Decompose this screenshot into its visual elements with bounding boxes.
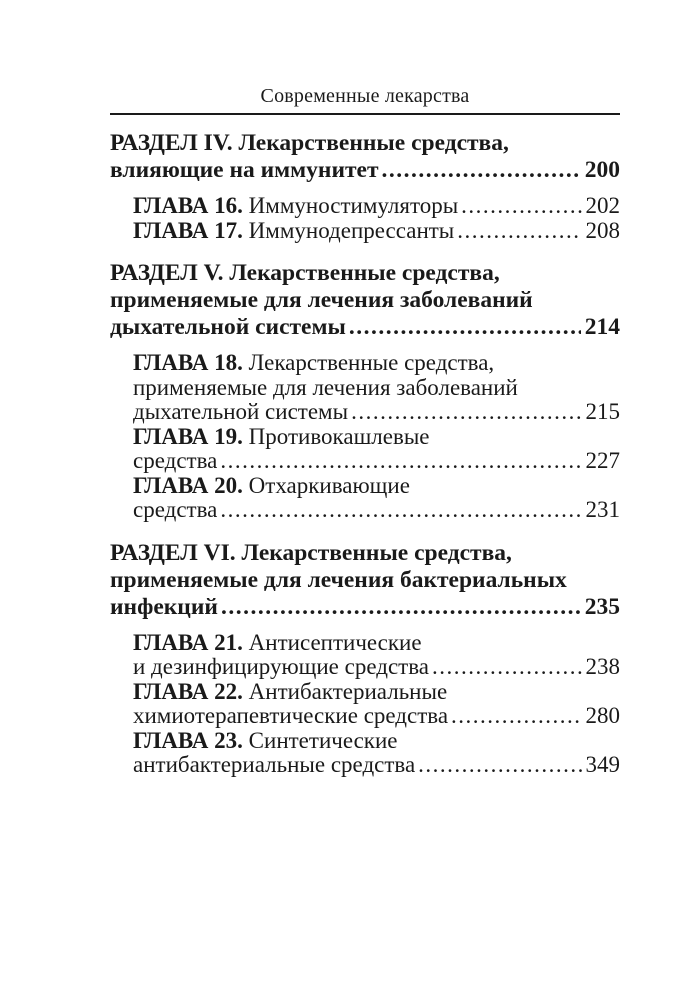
- chapter-last-line: [133, 655, 620, 680]
- chapter-number: ГЛАВА 16.: [133, 193, 243, 218]
- chapter-page-number: 231: [585, 497, 620, 522]
- section-page-number: 235: [584, 593, 620, 620]
- chapter-title: антибактериальные средства: [133, 752, 416, 777]
- dot-leader: [432, 655, 582, 680]
- chapter-number: ГЛАВА 18.: [133, 350, 243, 375]
- section-title-last-line: [110, 594, 620, 621]
- chapter-page-number: 208: [585, 217, 620, 243]
- section-spacer: [110, 523, 620, 540]
- dot-leader: [349, 314, 581, 341]
- dot-leader: [220, 449, 581, 474]
- chapter-text: [133, 350, 494, 375]
- section-title-line: влияющие на иммунитет: [110, 157, 379, 183]
- chapter-line: [133, 376, 620, 401]
- chapter-text: [133, 449, 217, 474]
- chapter-page-number: 238: [585, 654, 620, 679]
- chapter-title: и дезинфицирующие средства: [133, 654, 429, 679]
- chapter-title: средства: [133, 497, 218, 522]
- chapter-title: Синтетические: [248, 727, 398, 753]
- chapter-title: Иммуностимуляторы: [248, 193, 459, 218]
- chapter-text: [133, 375, 518, 400]
- dot-leader: [221, 594, 581, 621]
- chapter-title: Противокашлевые: [248, 423, 430, 449]
- chapter-entry: [133, 729, 620, 778]
- chapter-page-number: 280: [585, 703, 620, 728]
- chapter-number: ГЛАВА 21.: [133, 629, 243, 655]
- chapter-line: [133, 351, 620, 376]
- chapter-text: [133, 655, 429, 680]
- chapter-last-line: [133, 400, 620, 425]
- table-of-contents: [110, 130, 620, 778]
- chapter-title: Иммунодепрессанты: [248, 217, 455, 243]
- chapter-title: Лекарственные средства,: [248, 350, 495, 375]
- chapter-number: ГЛАВА 20.: [133, 472, 243, 498]
- chapter-title: средства: [133, 448, 218, 473]
- dot-leader: [418, 753, 581, 778]
- toc-section: [110, 130, 620, 184]
- section-title-line: применяемые для лечения заболеваний: [110, 287, 533, 313]
- chapter-text: [133, 424, 430, 449]
- section-page-number: 214: [584, 314, 620, 340]
- chapter-title: Отхаркивающие: [248, 472, 410, 498]
- chapter-text: [133, 630, 422, 655]
- chapter-entry: [133, 351, 620, 425]
- chapter-text: [133, 728, 398, 753]
- chapter-line: [133, 474, 620, 499]
- section-title-last-line: [110, 314, 620, 341]
- chapter-last-line: [133, 498, 620, 523]
- section-title-last-line: [110, 157, 620, 184]
- chapter-number: ГЛАВА 23.: [133, 727, 243, 753]
- dot-leader: [382, 157, 581, 184]
- chapter-page-number: 349: [585, 752, 620, 777]
- chapter-last-line: [133, 704, 620, 729]
- section-title-line: дыхательной системы: [110, 314, 346, 340]
- chapter-last-line: [133, 753, 620, 778]
- chapter-text: [133, 498, 217, 523]
- header-rule: [110, 113, 620, 115]
- toc-section: [110, 540, 620, 621]
- chapter-last-line: [133, 219, 620, 244]
- chapter-line: [133, 680, 620, 705]
- chapter-page-number: 227: [585, 448, 620, 473]
- chapter-text: [133, 219, 454, 244]
- chapter-number: ГЛАВА 19.: [133, 423, 243, 449]
- dot-leader: [457, 219, 581, 244]
- chapter-entry: [133, 680, 620, 729]
- chapter-title: Антибактериальные: [248, 678, 448, 704]
- section-page-number: 200: [584, 157, 620, 183]
- chapter-title: применяемые для лечения заболеваний: [133, 374, 518, 400]
- chapter-page-number: 202: [585, 193, 620, 218]
- section-title-line: РАЗДЕЛ V. Лекарственные средства,: [110, 260, 500, 286]
- dot-leader: [351, 400, 581, 425]
- chapter-text: [133, 753, 415, 778]
- section-spacer: [110, 243, 620, 260]
- chapter-line: [133, 631, 620, 656]
- dot-leader: [220, 498, 581, 523]
- chapter-title: химиотерапевтические средства: [133, 703, 449, 728]
- section-title-line: РАЗДЕЛ VI. Лекарственные средства,: [110, 539, 512, 566]
- chapter-line: [133, 729, 620, 754]
- chapter-list: [110, 351, 620, 523]
- chapter-text: [133, 400, 348, 425]
- chapter-text: [133, 704, 448, 729]
- chapter-page-number: 215: [585, 399, 620, 424]
- chapter-entry: [133, 631, 620, 680]
- chapter-entry: [133, 425, 620, 474]
- chapter-number: ГЛАВА 22.: [133, 678, 243, 704]
- chapter-text: [133, 679, 447, 704]
- chapter-line: [133, 425, 620, 450]
- chapter-text: [133, 194, 458, 219]
- chapter-last-line: [133, 449, 620, 474]
- dot-leader: [461, 194, 581, 219]
- chapter-title: Антисептические: [248, 629, 422, 655]
- section-title-line: применяемые для лечения бактериальных: [110, 566, 567, 593]
- chapter-entry: [133, 474, 620, 523]
- running-head: Современные лекарства: [260, 85, 470, 107]
- chapter-entry: [133, 219, 620, 244]
- chapter-list: [110, 631, 620, 778]
- chapter-last-line: [133, 194, 620, 219]
- chapter-entry: [133, 194, 620, 219]
- section-title-line: РАЗДЕЛ IV. Лекарственные средства,: [110, 130, 509, 156]
- dot-leader: [451, 704, 581, 729]
- chapter-list: [110, 194, 620, 243]
- chapter-number: ГЛАВА 17.: [133, 217, 243, 243]
- chapter-title: дыхательной системы: [133, 399, 349, 424]
- toc-section: [110, 260, 620, 341]
- section-title-line: инфекций: [110, 593, 218, 620]
- chapter-text: [133, 473, 410, 498]
